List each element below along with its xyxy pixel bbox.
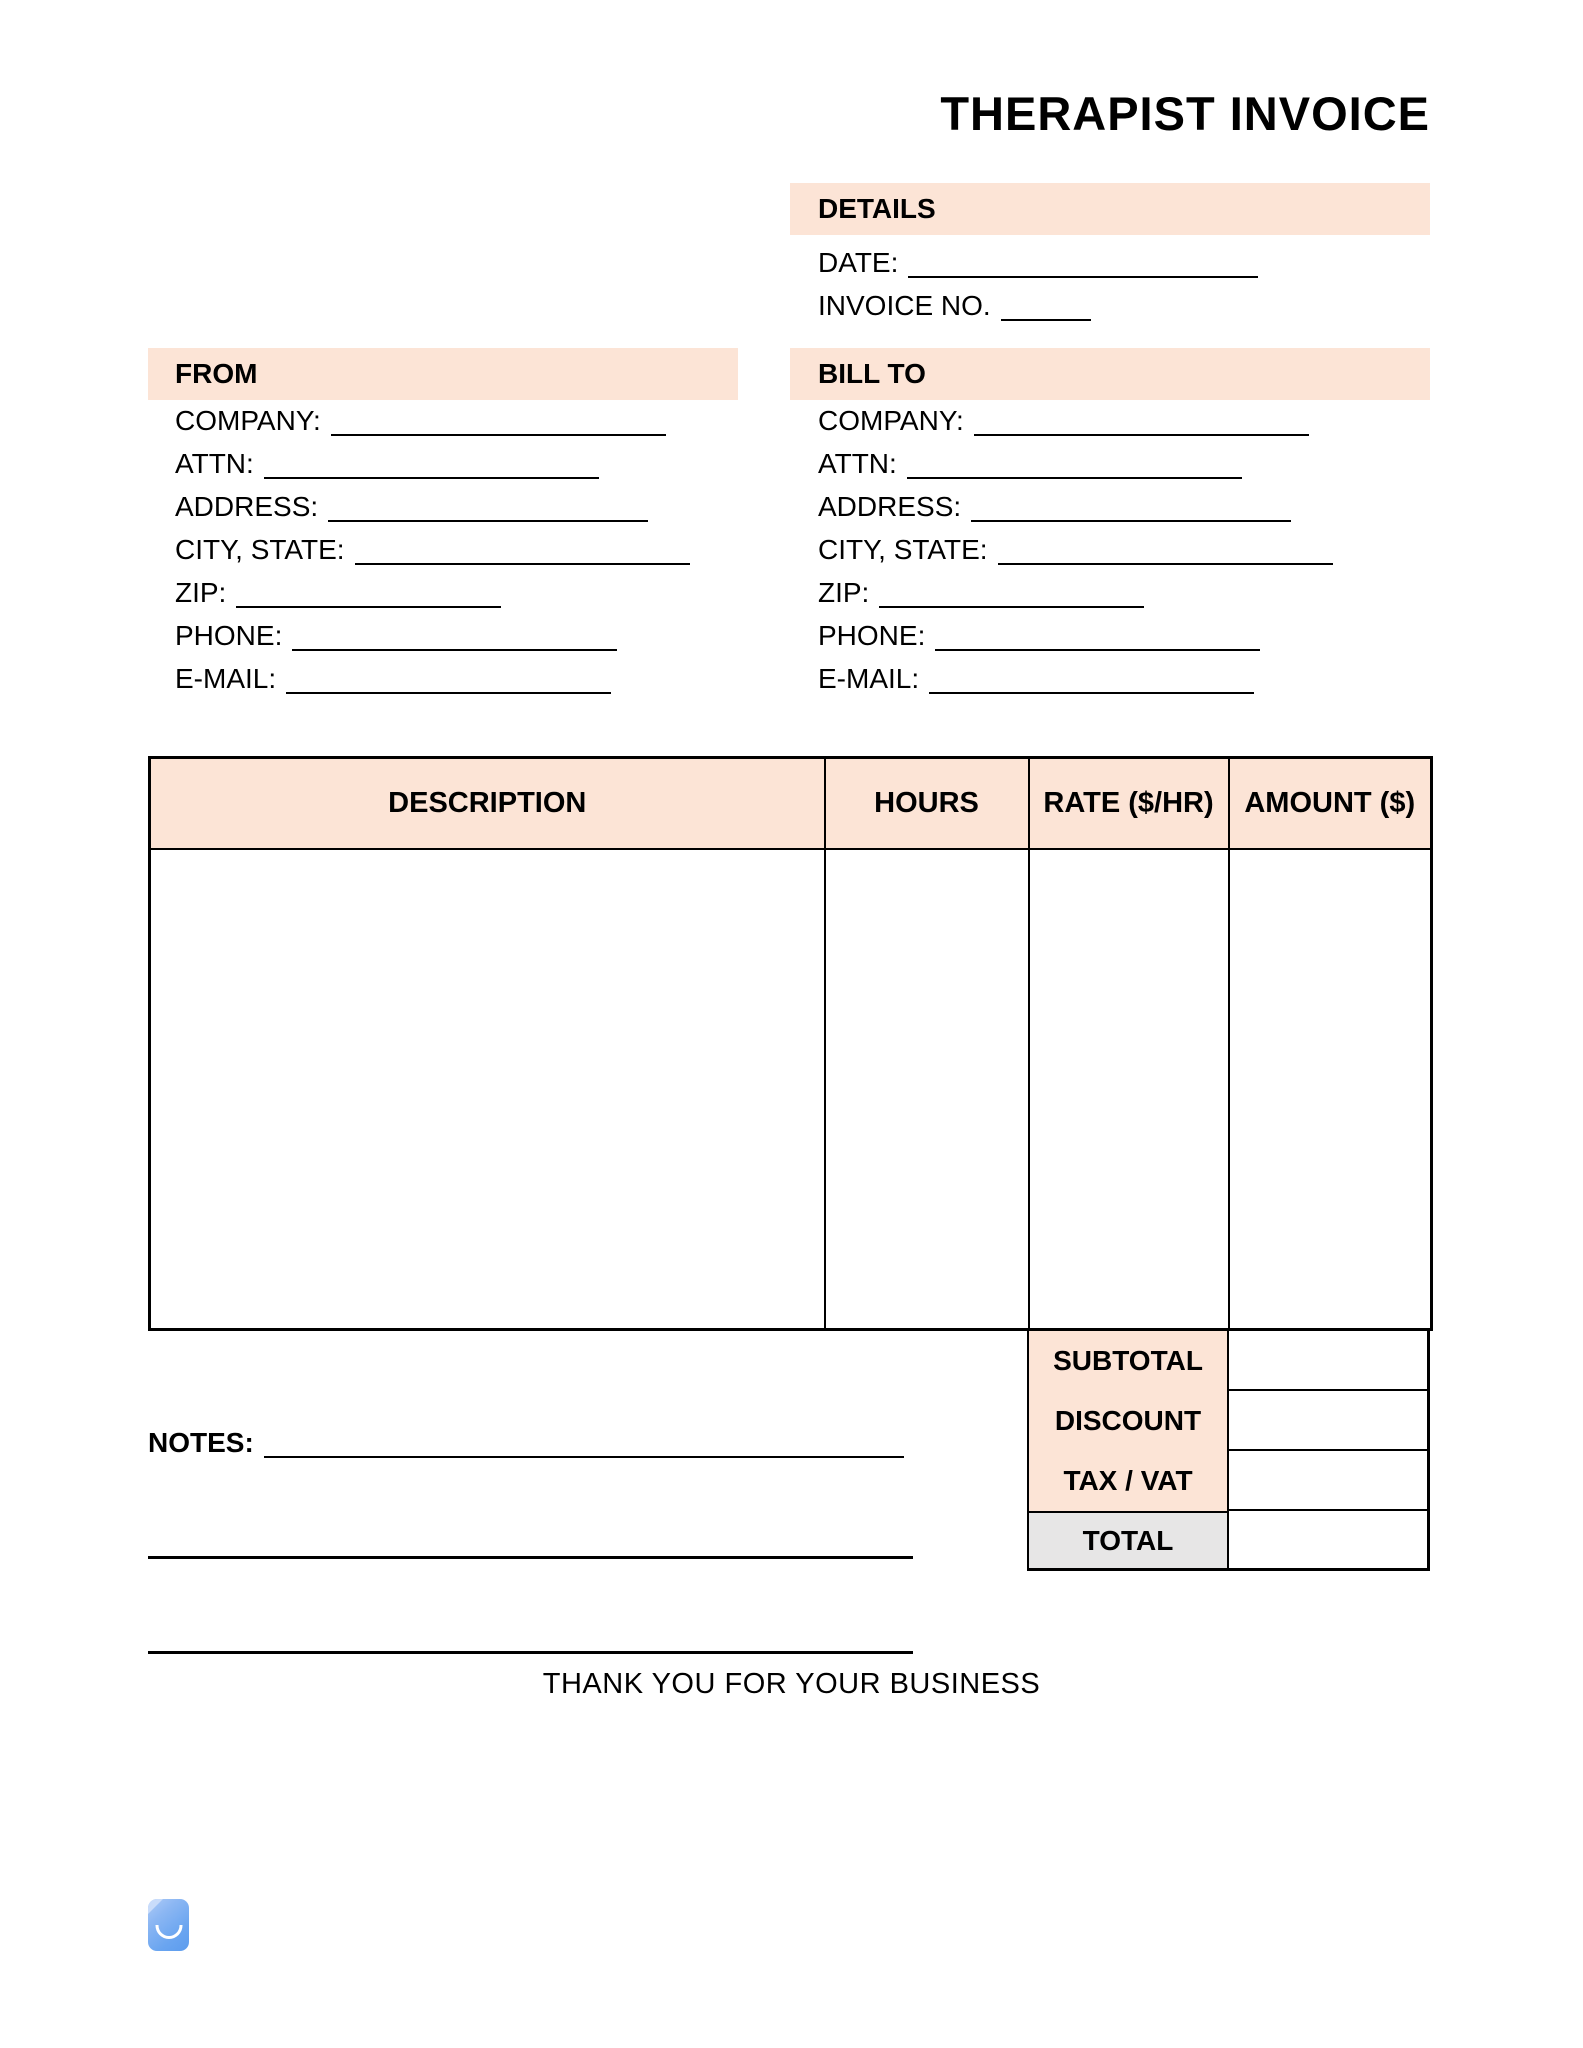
details-header-label: DETAILS <box>818 193 936 224</box>
bill-to-zip-row <box>818 571 1333 614</box>
from-fields <box>175 399 690 700</box>
phone-label: PHONE: <box>818 620 926 651</box>
page-title: THERAPIST INVOICE <box>940 87 1430 140</box>
document-smile-logo-icon <box>148 1899 189 1951</box>
phone-label: PHONE: <box>175 620 283 651</box>
address-label: ADDRESS: <box>175 491 319 522</box>
attn-label: ATTN: <box>175 448 254 479</box>
totals-summary <box>1027 1331 1430 1571</box>
bill-to-phone-row <box>818 614 1333 657</box>
from-section-header <box>148 348 738 400</box>
email-label: E-MAIL: <box>818 663 920 694</box>
tax-vat-label: TAX / VAT <box>1027 1451 1227 1511</box>
bill-to-email-row <box>818 657 1333 700</box>
city-state-label: CITY, STATE: <box>175 534 345 565</box>
details-section-header <box>790 183 1430 235</box>
attn-blank-line <box>264 477 599 479</box>
address-blank-line <box>971 520 1291 522</box>
from-phone-row <box>175 614 690 657</box>
from-header-label: FROM <box>175 358 258 389</box>
tax-vat-value-cell <box>1227 1451 1430 1511</box>
email-blank-line <box>929 692 1254 694</box>
date-blank-line <box>908 276 1258 278</box>
email-blank-line <box>286 692 611 694</box>
city-state-blank-line <box>355 563 690 565</box>
bill-to-attn-row <box>818 442 1333 485</box>
rate-column-header: RATE ($/HR) <box>1029 758 1229 849</box>
discount-label: DISCOUNT <box>1027 1391 1227 1451</box>
notes-row <box>148 1421 904 1464</box>
rate-cell <box>1029 849 1229 1330</box>
bill-to-fields <box>818 399 1333 700</box>
notes-blank-line-3 <box>148 1651 913 1654</box>
invoice-no-label: INVOICE NO. <box>818 290 991 321</box>
date-label: DATE: <box>818 247 899 278</box>
description-column-header: DESCRIPTION <box>150 758 825 849</box>
address-label: ADDRESS: <box>818 491 962 522</box>
notes-blank-line-1 <box>264 1456 904 1458</box>
table-body-row <box>150 849 1432 1330</box>
city-state-label: CITY, STATE: <box>818 534 988 565</box>
notes-label: NOTES: <box>148 1427 254 1458</box>
company-blank-line <box>331 434 666 436</box>
notes-blank-line-2 <box>148 1556 913 1559</box>
invoice-no-blank-line <box>1001 319 1091 321</box>
thank-you-message: THANK YOU FOR YOUR BUSINESS <box>542 1668 1041 1700</box>
hours-column-header: HOURS <box>825 758 1029 849</box>
amount-cell <box>1229 849 1432 1330</box>
from-address-row <box>175 485 690 528</box>
total-label: TOTAL <box>1027 1511 1227 1571</box>
city-state-blank-line <box>998 563 1333 565</box>
address-blank-line <box>328 520 648 522</box>
bill-to-city-state-row <box>818 528 1333 571</box>
amount-column-header: AMOUNT ($) <box>1229 758 1432 849</box>
zip-blank-line <box>879 606 1144 608</box>
zip-label: ZIP: <box>175 577 227 608</box>
zip-blank-line <box>236 606 501 608</box>
phone-blank-line <box>292 649 617 651</box>
company-label: COMPANY: <box>175 405 321 436</box>
bill-to-address-row <box>818 485 1333 528</box>
line-items-table <box>148 756 1433 1331</box>
description-cell <box>150 849 825 1330</box>
company-label: COMPANY: <box>818 405 964 436</box>
phone-blank-line <box>935 649 1260 651</box>
from-attn-row <box>175 442 690 485</box>
zip-label: ZIP: <box>818 577 870 608</box>
subtotal-value-cell <box>1227 1331 1430 1391</box>
from-zip-row <box>175 571 690 614</box>
table-header-row <box>150 758 1432 849</box>
from-city-state-row <box>175 528 690 571</box>
details-fields <box>818 241 1258 327</box>
from-email-row <box>175 657 690 700</box>
attn-blank-line <box>907 477 1242 479</box>
date-row <box>818 241 1258 284</box>
invoice-no-row <box>818 284 1258 327</box>
attn-label: ATTN: <box>818 448 897 479</box>
hours-cell <box>825 849 1029 1330</box>
from-company-row <box>175 399 690 442</box>
discount-value-cell <box>1227 1391 1430 1451</box>
total-value-cell <box>1227 1511 1430 1571</box>
bill-to-header-label: BILL TO <box>818 358 926 389</box>
bill-to-company-row <box>818 399 1333 442</box>
bill-to-section-header <box>790 348 1430 400</box>
company-blank-line <box>974 434 1309 436</box>
email-label: E-MAIL: <box>175 663 277 694</box>
subtotal-label: SUBTOTAL <box>1027 1331 1227 1391</box>
